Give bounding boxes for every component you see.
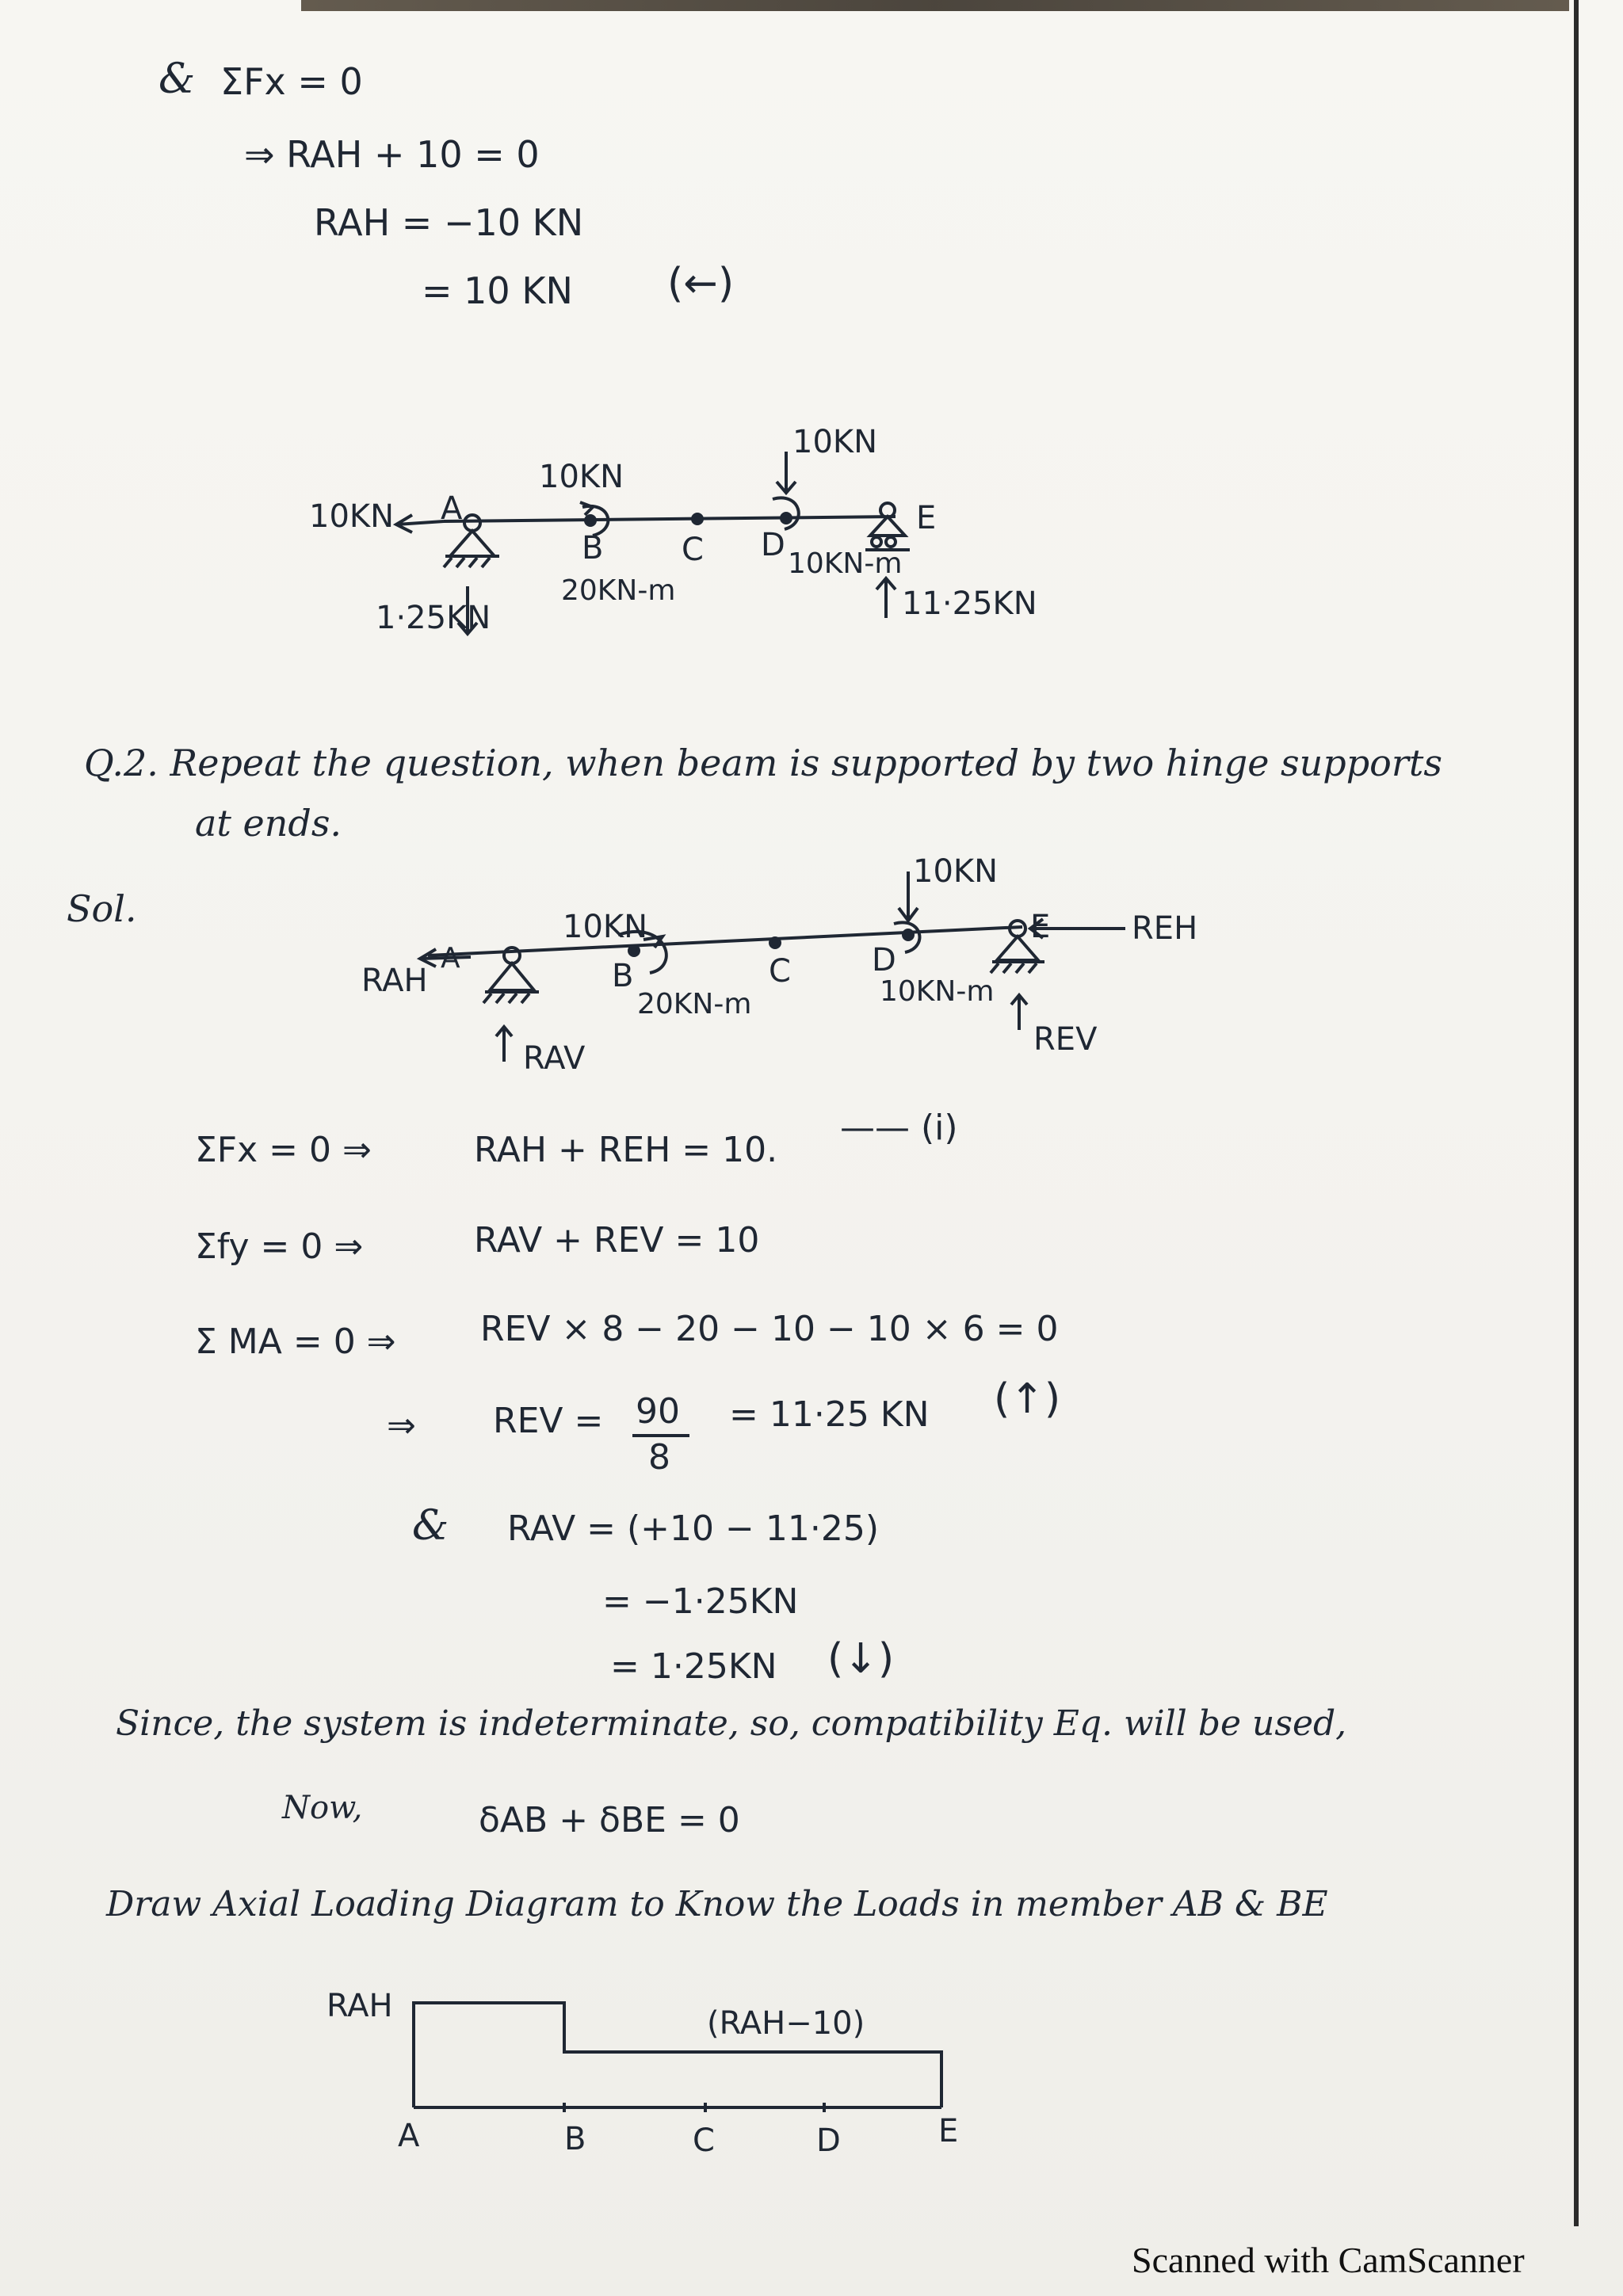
- equation-label: Σfy = 0 ⇒: [195, 1226, 364, 1267]
- scanner-watermark: Scanned with CamScanner: [1132, 2240, 1525, 2280]
- node-label-b: B: [612, 958, 634, 994]
- moment-label-d: 10KN-m: [788, 547, 903, 580]
- question-text: Q.2. Repeat the question, when beam is supported by two hinge supports: [84, 742, 1442, 784]
- axial-label-rah: RAH: [327, 1988, 393, 2024]
- axial-label-rah-minus: (RAH−10): [707, 2005, 865, 2042]
- direction-note: (↑): [994, 1375, 1061, 1423]
- solution-label: Sol.: [67, 887, 137, 930]
- axial-node-label-d: D: [816, 2122, 841, 2159]
- node-label-e: E: [1030, 909, 1051, 945]
- moment-label-d: 10KN-m: [880, 975, 995, 1008]
- instruction-text: Draw Axial Loading Diagram to Know the Loads in member AB & BE: [106, 1884, 1328, 1924]
- load-label-left: 10KN: [309, 498, 395, 535]
- equation-line: = 10 KN: [422, 269, 573, 312]
- equation: RAH + REH = 10.: [474, 1130, 778, 1170]
- direction-note: (↓): [827, 1635, 895, 1683]
- reaction-label-a: 1·25KN: [376, 600, 491, 636]
- equation: = 1·25KN: [610, 1646, 777, 1687]
- reaction-label-rev: REV: [1033, 1021, 1098, 1058]
- equation: REV × 8 − 20 − 10 − 10 × 6 = 0: [480, 1309, 1059, 1349]
- equation: REV =: [493, 1401, 604, 1441]
- and-symbol: &: [412, 1502, 449, 1550]
- node-label-e: E: [916, 500, 937, 536]
- equation: = 11·25 KN: [729, 1394, 930, 1435]
- load-label-b: 10KN: [563, 909, 648, 945]
- axial-node-label-a: A: [398, 2118, 420, 2154]
- node-label-c: C: [682, 532, 704, 568]
- fraction-numerator: 90: [636, 1391, 680, 1432]
- implies-arrow: ⇒: [387, 1405, 416, 1446]
- axial-node-label-b: B: [564, 2121, 586, 2157]
- node-label-c: C: [769, 953, 791, 990]
- equation-label: ΣFx = 0 ⇒: [195, 1130, 372, 1170]
- load-label-b: 10KN: [539, 459, 624, 495]
- equation-sum-fx: ΣFx = 0: [220, 60, 363, 103]
- node-label-b: B: [582, 530, 604, 566]
- equation-line: ⇒ RAH + 10 = 0: [244, 133, 540, 176]
- reaction-label-e: 11·25KN: [902, 585, 1037, 622]
- node-label-d: D: [761, 527, 785, 563]
- and-symbol: &: [158, 55, 196, 103]
- fraction-denominator: 8: [648, 1437, 670, 1478]
- now-label: Now,: [282, 1790, 363, 1826]
- compatibility-equation: δAB + δBE = 0: [479, 1800, 740, 1840]
- reaction-label-reh: REH: [1132, 910, 1198, 947]
- node-label-d: D: [872, 942, 896, 978]
- equation: = −1·25KN: [602, 1581, 799, 1622]
- load-label-d: 10KN: [913, 853, 999, 890]
- reaction-label-rah: RAH: [361, 963, 428, 999]
- node-label-a: A: [441, 942, 460, 974]
- node-label-a: A: [441, 490, 463, 527]
- reaction-label-rav: RAV: [523, 1040, 586, 1077]
- axial-node-label-c: C: [693, 2122, 715, 2159]
- axial-node-label-e: E: [938, 2113, 959, 2149]
- equation-tag: —— (i): [840, 1108, 958, 1148]
- load-label-d: 10KN: [792, 424, 878, 460]
- question-text: at ends.: [195, 802, 342, 845]
- equation-line: RAH = −10 KN: [314, 201, 584, 244]
- equation: RAV + REV = 10: [474, 1220, 760, 1261]
- moment-label-b: 20KN-m: [561, 574, 676, 607]
- equation: RAV = (+10 − 11·25): [507, 1508, 880, 1549]
- equation-label: Σ MA = 0 ⇒: [195, 1322, 396, 1362]
- compatibility-statement: Since, the system is indeterminate, so, compatibility Eq. will be used,: [116, 1703, 1347, 1744]
- moment-label-b: 20KN-m: [637, 988, 752, 1020]
- direction-note: (←): [667, 260, 735, 307]
